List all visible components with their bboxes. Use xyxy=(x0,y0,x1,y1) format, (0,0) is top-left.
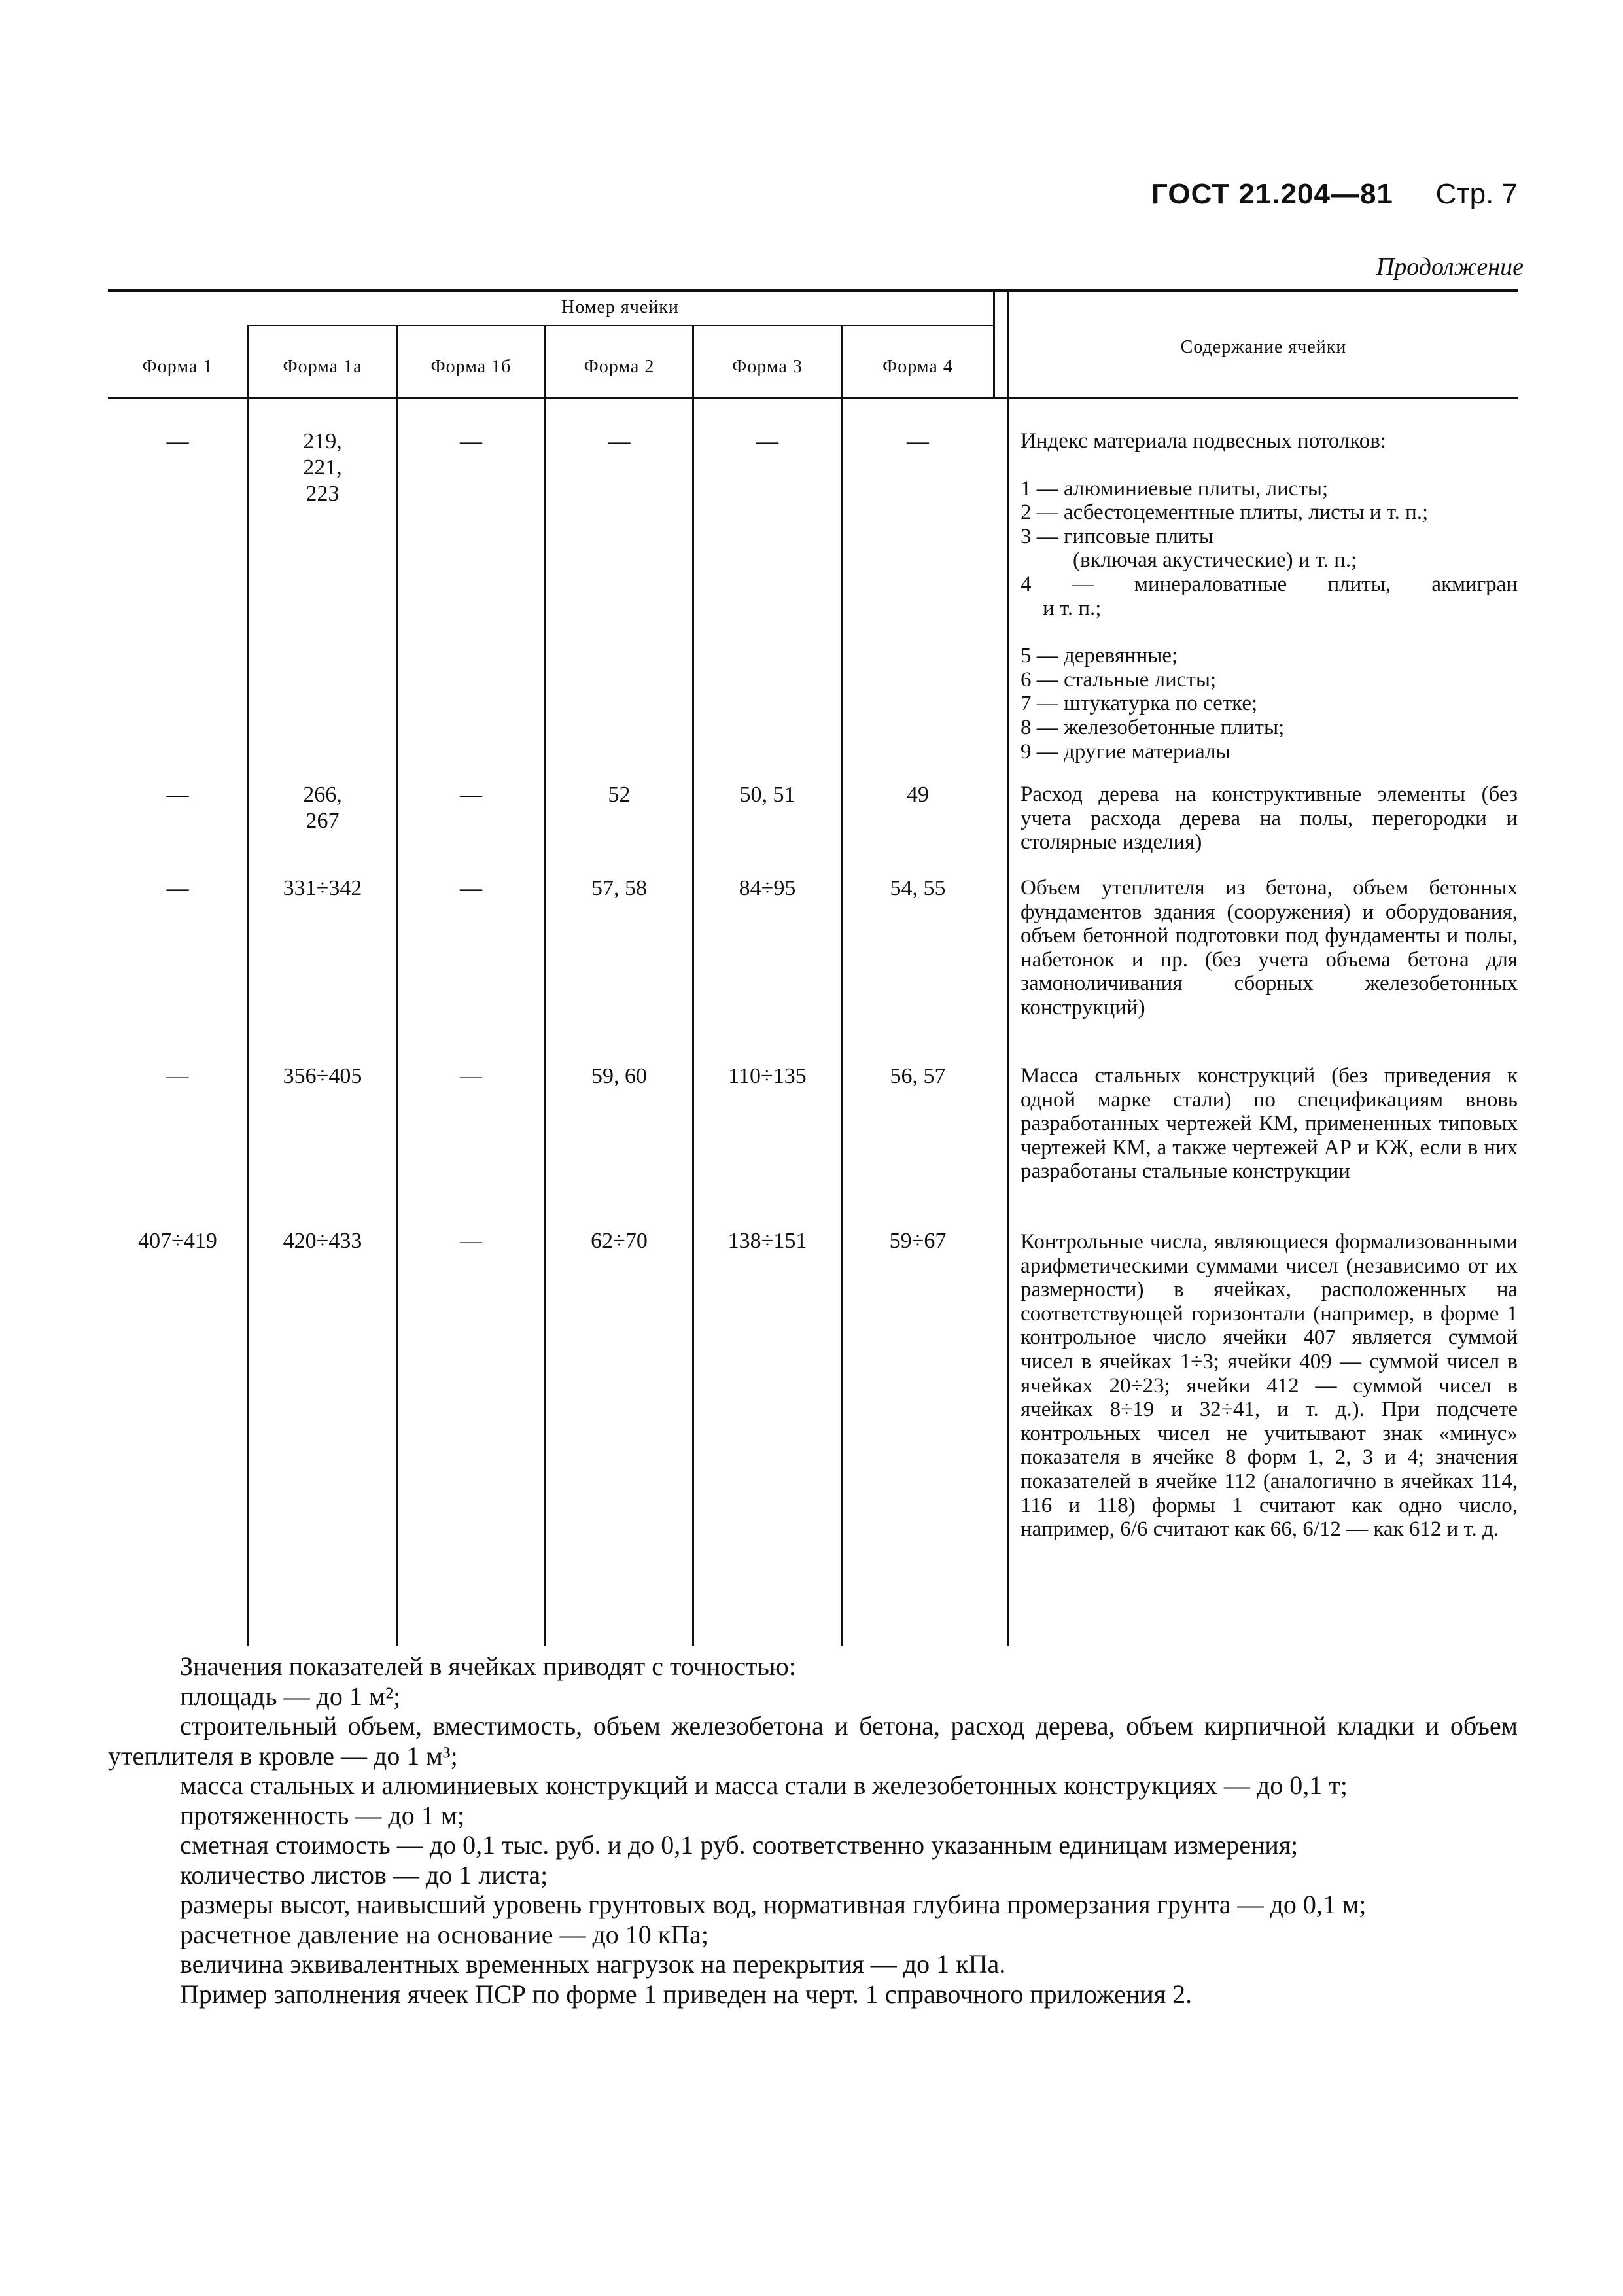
column-divider xyxy=(692,325,694,1646)
body-text xyxy=(108,1651,1518,2009)
table-top-rule xyxy=(108,289,1518,292)
page-header xyxy=(1151,178,1518,217)
page-number: Стр. 7 xyxy=(1435,178,1518,210)
table-cell: 49 xyxy=(907,783,929,807)
table-cell: — xyxy=(166,876,189,900)
table-cell: 59÷67 xyxy=(889,1229,947,1253)
paragraph: размеры высот, наивысший уровень грунтовых вод, нормативная глубина промерзания грунта — до 0,1 м; xyxy=(180,1890,1367,1919)
table-cell: — xyxy=(166,1064,189,1088)
table-cell: — xyxy=(460,783,482,807)
table-cell: — xyxy=(166,429,189,453)
paragraph: величина эквивалентных временных нагрузок на перекрытия — до 1 кПа. xyxy=(180,1949,1006,1979)
table-cell: 62÷70 xyxy=(591,1229,648,1253)
table-cell: 59, 60 xyxy=(591,1064,647,1088)
column-header: Форма 3 xyxy=(732,357,803,377)
table-cell: — xyxy=(460,1064,482,1088)
table-cell: 138÷151 xyxy=(727,1229,807,1253)
table-cell: 331÷342 xyxy=(283,876,362,900)
column-header: Форма 1б xyxy=(430,357,512,377)
column-divider xyxy=(993,292,995,399)
table-cell: 52 xyxy=(608,783,631,807)
paragraph: протяженность — до 1 м; xyxy=(180,1800,465,1830)
paragraph: масса стальных и алюминиевых конструкций и масса стали в железобетонных конструкциях — до 0,1 т; xyxy=(180,1771,1348,1800)
table-cell: — xyxy=(460,1229,482,1253)
table-cell: — xyxy=(907,429,929,453)
paragraph: сметная стоимость — до 0,1 тыс. руб. и до 0,1 руб. соответственно указанным единицам измерения; xyxy=(180,1830,1299,1860)
column-divider xyxy=(841,325,843,1646)
table-cell: 84÷95 xyxy=(739,876,796,900)
paragraph: Пример заполнения ячеек ПСР по форме 1 приведен на черт. 1 справочного приложения 2. xyxy=(180,1979,1193,2009)
table-cell: — xyxy=(608,429,631,453)
paragraph: расчетное давление на основание — до 10 кПа; xyxy=(180,1919,708,1949)
group-header: Номер ячейки xyxy=(561,297,679,317)
paragraph: площадь — до 1 м²; xyxy=(180,1681,401,1711)
paragraph: строительный объем, вместимость, объем железобетона и бетона, расход дерева, объем кирпичной кладки и объем утеплителя в кровле — до 1 м³; xyxy=(108,1711,1518,1771)
group-header-rule xyxy=(247,325,993,326)
table-cell: — xyxy=(460,429,482,453)
cell-description: Объем утеплителя из бетона, объем бетонных фундаментов здания (сооружения) и оборудования, объем бетонной подготовки под фундаменты и полы, набетонок и пр. (без учета объема бетона для замоноличивания сборных железобетонных конструкций) xyxy=(1021,876,1518,1019)
table-cell: — xyxy=(166,783,189,807)
column-divider xyxy=(396,325,398,1646)
table-cell: — xyxy=(460,876,482,900)
column-header: Форма 4 xyxy=(882,357,953,377)
table-cell: 54, 55 xyxy=(890,876,946,900)
table-cell: 407÷419 xyxy=(138,1229,217,1253)
table-cell: 356÷405 xyxy=(283,1064,362,1088)
table-cell: 420÷433 xyxy=(283,1229,362,1253)
header-bottom-rule xyxy=(108,397,1518,399)
cell-description: Масса стальных конструкций (без приведения к одной марке стали) по спецификациям вновь разработанных чертежей КМ, примененных типовых чертежей КМ, а также чертежей АР и КЖ, если в них разработаны стальные конструкции xyxy=(1021,1064,1518,1184)
column-divider xyxy=(1007,292,1009,1646)
continuation-label: Продолжение xyxy=(1376,253,1524,281)
column-header: Форма 1 xyxy=(142,357,213,377)
paragraph: Значения показателей в ячейках приводят с точностью: xyxy=(180,1651,796,1681)
column-header: Форма 2 xyxy=(584,357,655,377)
content-header: Содержание ячейки xyxy=(1180,337,1347,357)
table-cell: 57, 58 xyxy=(591,876,647,900)
cell-description: Контрольные числа, являющиеся формализованными арифметическими суммами чисел (независимо от их размерности) в ячейках, расположенных на соответствующей горизонтали (например, в форме 1 контрольное число ячейки 407 является суммой чисел в ячейках 1÷3; ячейки 409 — суммой чисел в ячейках 20÷23; ячейки 412 — суммой чисел в ячейках 8÷19 и 32÷41, и т. д.). При подсчете контрольных чисел не учитывают знак «минус» показателя в ячейке 8 форм 1, 2, 3 и 4; значения показателей в ячейке 112 (аналогично в ячейках 114, 116 и 118) формы 1 считают как одно число, например, 6/6 считают как 66, 6/12 — как 612 и т. д. xyxy=(1021,1230,1518,1542)
paragraph: количество листов — до 1 листа; xyxy=(180,1860,548,1890)
table-cell: 56, 57 xyxy=(890,1064,946,1088)
table-cell: 50, 51 xyxy=(739,783,795,807)
document-code: ГОСТ 21.204—81 xyxy=(1151,178,1393,210)
table-cell: — xyxy=(756,429,778,453)
table-cell: 219, 221, 223 xyxy=(303,429,342,506)
column-divider xyxy=(247,325,249,1646)
cell-description: Расход дерева на конструктивные элементы (без учета расхода дерева на полы, перегородки и столярные изделия) xyxy=(1021,783,1518,855)
column-header: Форма 1а xyxy=(283,357,362,377)
cell-description: Индекс материала подвесных потолков: 1 — алюминиевые плиты, листы; 2 — асбестоцементные плиты, листы и т. п.; 3 — гипсовые плиты (включая акустические) и т. п.; 4 — минераловатные плиты, акмигран и т. п.; 5 — деревянные; 6 — стальные листы; 7 — штукатурка по сетке; 8 — железобетонные плиты; 9 — другие материалы xyxy=(1021,429,1518,764)
table-cell: 266, 267 xyxy=(303,783,342,833)
column-divider xyxy=(544,325,546,1646)
table-cell: 110÷135 xyxy=(728,1064,807,1088)
